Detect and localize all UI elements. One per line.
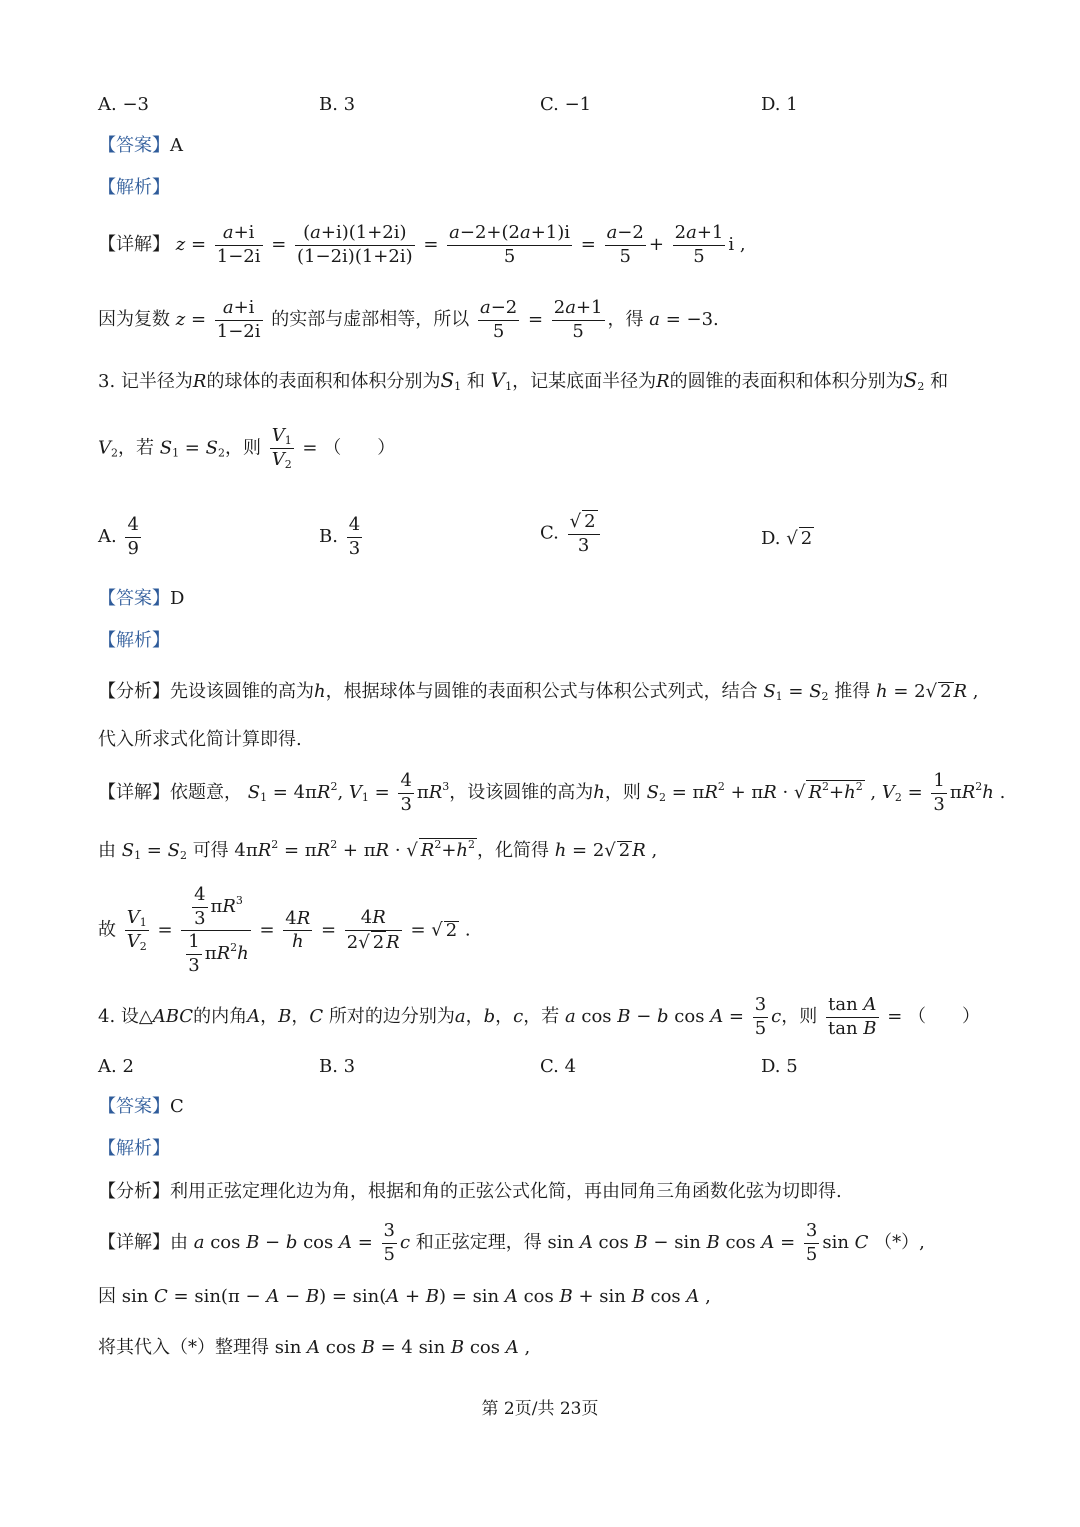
simplify: ，化简得 [477, 840, 549, 861]
q4-stem-a: 4. 设△ [98, 1006, 153, 1027]
can-get: 可得 [192, 840, 229, 861]
detail-label: 【详解】 [98, 234, 170, 255]
q2-option-a: A. −3 [98, 94, 149, 115]
q2-option-c: C. −1 [540, 94, 592, 115]
q3-detail-line2: 由 $S_1 = S_2$ 可得 $4\pi R^2 = \pi R^2 + \pi R$ · √ $R^2+h^2$ ，化简得 h = 2√ 2 R , [98, 838, 658, 862]
q3-detail-line3: 故 $\frac{V_1}{V_2}$ = $\frac{4}{3}$ $\pi R^3$ $\frac{1}{3}$ $\pi R^2h$ = $\frac{4R}{h}$ = $\frac{4R}{2√ 2 R}$ = √ 2 . [98, 884, 471, 976]
q2-conclusion: 因为复数 z = $\frac{a+i}{1-2i}$ 的实部与虚部相等，所以 $\frac{a-2}{5}$ = $\frac{2a+1}{5}$ ，得 a = −3. [98, 297, 719, 342]
detail-b: ，设该圆锥的高为 [449, 782, 594, 803]
q2-detail-formula: 【详解】 z = $\frac{a+i}{1-2i}$ = $\frac{(a+i)(1+2i)}{(1-2i)(1+2i)}$ = $\frac{a-2+(2a+1)i}{5}$ = $\frac{a-2}{5}$ + $\frac{2a+1}{5}$ i , [98, 222, 746, 267]
q3-stem-b: 的球体的表面积和体积分别为 [206, 371, 441, 392]
q3-detail-line1: 【详解】依题意， $S_1 = 4\pi R^2$, $V_1$ = $\frac{4}{3}$ $\pi R^3$，设该圆锥的高为h，则 $S_2 = \pi R^2 + \pi R$ · √ $R^2+h^2$ , $V_2$ = $\frac{1}{3}$ $\pi R^2h$ . [98, 770, 1006, 815]
q2-answer [98, 137, 183, 155]
result-text: ，得 [607, 309, 644, 330]
detail-label: 【详解】 [98, 782, 170, 803]
q4-stem-c: 所对的边分别为 [328, 1006, 455, 1027]
q3-blank: （ ） [323, 437, 396, 459]
detail-b: 和正弦定理，得 [415, 1232, 542, 1253]
q4-stem-e: ，则 [781, 1006, 818, 1027]
fenxi-a: 先设该圆锥的高为 [170, 681, 314, 702]
q3-then: ，则 [224, 437, 261, 459]
fenxi-label: 【分析】 [98, 681, 170, 702]
q2-analysis-label: 【解析】 [98, 177, 170, 198]
detail-a: 依题意， [170, 782, 242, 803]
q2-option-d: D. 1 [761, 94, 798, 115]
q3-option-c: C. $\frac{√ 2}{3}$ [540, 510, 603, 557]
fenxi-text: 利用正弦定理化边为角，根据和角的正弦公式化简，再由同角三角函数化弦为切即得. [170, 1181, 842, 1202]
q4-stem: 4. 设△ABC的内角A，B，C 所对的边分别为a，b，c，若 a cos B − b cos A = $\frac{3}{5}$ c，则 $\frac{\text{tan A}}{\text{tan B}}$ = （ ） [98, 994, 981, 1039]
substitute-text: 将其代入（*）整理得 [98, 1337, 269, 1358]
q3-stem-c: 和 [466, 371, 485, 392]
q4-detail-line2: 因 sin C = sin(π − A − B) = sin(A + B) = sin A cos B + sin B cos A , [98, 1286, 711, 1307]
detail-label: 【详解】 [98, 1232, 170, 1253]
q3-stem-a: 3. 记半径为 [98, 371, 193, 392]
q4-analysis-label: 【解析】 [98, 1138, 170, 1159]
q4-option-d: D. 5 [761, 1056, 798, 1077]
from-text: 由 [98, 840, 116, 861]
q4-answer [98, 1098, 184, 1116]
answer-value: C [170, 1096, 184, 1117]
q3-stem-e: 的圆锥的表面积和体积分别为 [669, 371, 904, 392]
detail-c: （*）, [874, 1232, 925, 1253]
page-footer: 第 2页/共 23页 [481, 1399, 599, 1419]
answer-label: 【答案】 [98, 1096, 170, 1117]
answer-value: A [170, 135, 183, 156]
q4-stem-b: 的内角 [193, 1006, 248, 1027]
q4-blank: （ ） [908, 1006, 981, 1027]
q3-stem-f: 和 [930, 371, 949, 392]
q4-option-c: C. 4 [540, 1056, 577, 1077]
so-text: 故 [98, 919, 116, 941]
equal-text: 的实部与虚部相等，所以 [271, 309, 470, 330]
option-letter: D. [761, 528, 781, 549]
option-letter: A. [98, 526, 117, 547]
q4-option-b: B. 3 [319, 1056, 356, 1077]
answer-label: 【答案】 [98, 135, 170, 156]
option-letter: C. [540, 522, 559, 544]
fenxi-c: 推得 [834, 681, 871, 702]
fenxi-b: ，根据球体与圆锥的表面积公式与体积公式列式，结合 [325, 681, 758, 702]
answer-value: D [170, 588, 185, 609]
q3-option-d: D. √ 2 [761, 528, 813, 549]
q3-stem-d: ，记某底面半径为 [512, 371, 657, 392]
q3-analysis-label: 【解析】 [98, 630, 170, 651]
answer-label: 【答案】 [98, 588, 170, 609]
q3-fenxi-line2: 代入所求式化简计算即得. [98, 729, 302, 750]
detail-c: ，则 [604, 782, 641, 803]
q4-option-a: A. 2 [98, 1056, 134, 1077]
because-text: 因 [98, 1286, 116, 1307]
because-text: 因为复数 [98, 309, 170, 330]
q3-stem-line2: $V_2$，若 $S_1 = S_2$，则 $\frac{V_1}{V_2}$ = （ ） [98, 425, 396, 471]
q3-fenxi-line1: 【分析】先设该圆锥的高为h，根据球体与圆锥的表面积公式与体积公式列式，结合 $S_1 = S_2$ 推得 h = 2√ 2 R , [98, 681, 979, 703]
q3-stem-line1: 3. 记半径为R的球体的表面积和体积分别为$S_1$ 和 $V_1$，记某底面半径为R的圆锥的表面积和体积分别为$S_2$ 和 [98, 368, 949, 393]
q4-detail-line1: 【详解】由 a cos B − b cos A = $\frac{3}{5}$ c 和正弦定理，得 sin A cos B − sin B cos A = $\frac{3}{5}$ sin C （*）, [98, 1220, 925, 1265]
q4-fenxi [98, 1183, 842, 1201]
detail-a: 由 [170, 1232, 188, 1253]
q2-option-b: B. 3 [319, 94, 356, 115]
q4-stem-d: ，若 [523, 1006, 560, 1027]
q3-if: ，若 [118, 437, 154, 459]
q4-detail-line3: 将其代入（*）整理得 sin A cos B = 4 sin B cos A , [98, 1337, 531, 1358]
fenxi-label: 【分析】 [98, 1181, 170, 1202]
q3-option-b: B. $\frac{4}{3}$ [319, 514, 361, 559]
q3-answer [98, 590, 184, 608]
option-letter: B. [319, 526, 338, 547]
q3-option-a: A. $\frac{4}{9}$ [98, 514, 139, 559]
